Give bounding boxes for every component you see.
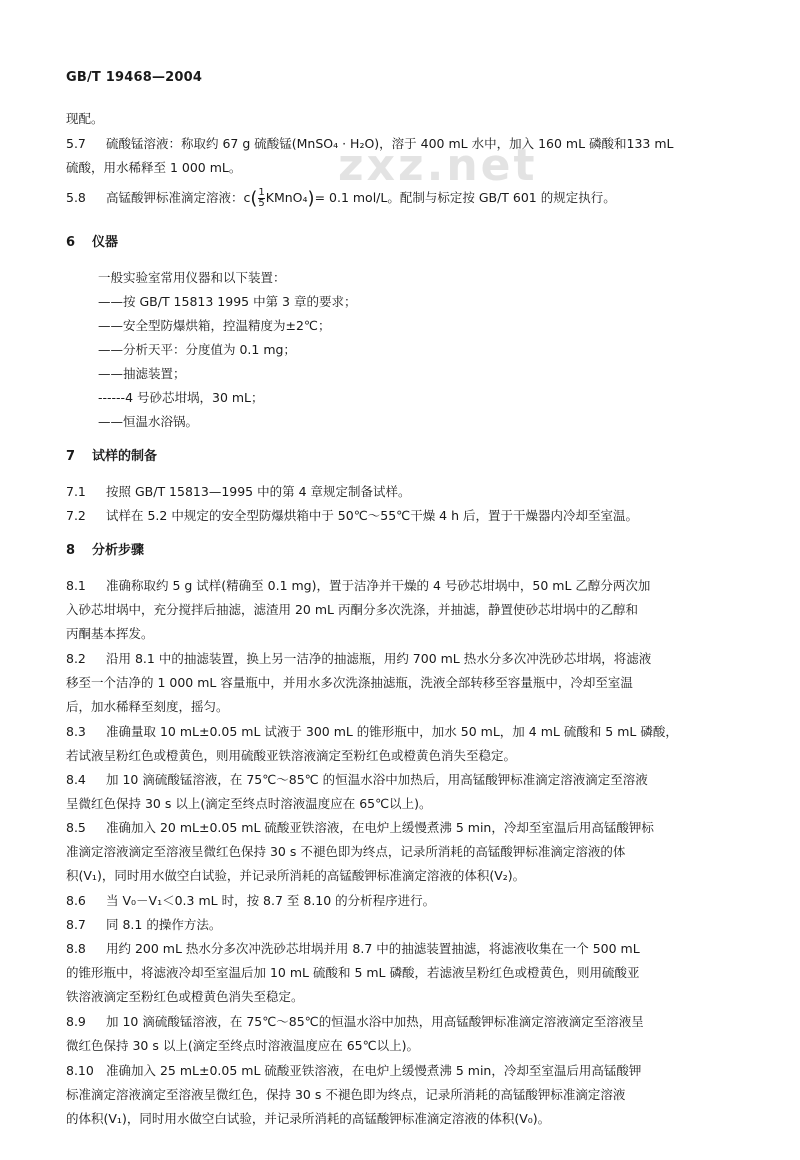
- clause-text-line: 微红色保持 30 s 以上(滴定至终点时溶液温度应在 65℃以上)。: [66, 1038, 420, 1053]
- clause-8-2: [66, 651, 651, 666]
- clause-number: 5.7: [66, 136, 86, 151]
- section-title: 仪器: [92, 235, 119, 250]
- clause-number: 8.5: [66, 820, 86, 835]
- clause-text: 试样在 5.2 中规定的安全型防爆烘箱中于 50℃～55℃干燥 4 h 后，置于干燥器内冷却至室温。: [106, 508, 638, 523]
- clause-number: 8.6: [66, 893, 86, 908]
- clause-5-7-cont: 硫酸，用水稀释至 1 000 mL。: [66, 160, 242, 175]
- section-number: 7: [66, 449, 76, 464]
- clause-text: 沿用 8.1 中的抽滤装置，换上另一洁净的抽滤瓶，用约 700 mL 热水分多次冲洗砂芯坩埚，将滤液: [106, 651, 652, 666]
- section-number: 8: [66, 543, 76, 558]
- section-7-heading: [66, 449, 157, 464]
- clause-text: 硫酸锰溶液：称取约 67 g 硫酸锰(MnSO₄ · H₂O)，溶于 400 mL 水中，加入 160 mL 磷酸和133 mL: [106, 136, 674, 151]
- clause-number: 7.1: [66, 484, 86, 499]
- fraction-numerator: 1: [258, 187, 265, 198]
- clause-text: 按照 GB/T 15813—1995 中的第 4 章规定制备试样。: [106, 484, 411, 499]
- clause-text-line: 的锥形瓶中，将滤液冷却至室温后加 10 mL 硫酸和 5 mL 磷酸，若滤液呈粉红色或橙黄色，则用硫酸亚: [66, 965, 640, 980]
- clause-8-10: [66, 1063, 641, 1078]
- clause-number: 8.1: [66, 578, 86, 593]
- clause-text: 同 8.1 的操作方法。: [106, 917, 222, 932]
- clause-8-5: [66, 820, 654, 835]
- clause-text: 加 10 滴硫酸锰溶液，在 75℃～85℃ 的恒温水浴中加热后，用高锰酸钾标准滴定溶液滴定至溶液: [106, 772, 648, 787]
- clause-7-2: [66, 508, 638, 523]
- clause-number: 8.4: [66, 772, 86, 787]
- clause-8-1: [66, 578, 650, 593]
- section-title: 分析步骤: [92, 543, 145, 558]
- continued-text: 现配。: [66, 111, 104, 126]
- clause-number: 8.10: [66, 1063, 94, 1078]
- list-item: ——恒温水浴锅。: [98, 414, 199, 429]
- section-6-heading: [66, 235, 118, 250]
- clause-text: 准确加入 25 mL±0.05 mL 硫酸亚铁溶液，在电炉上缓慢煮沸 5 min，冷却至室温后用高锰酸钾: [106, 1063, 642, 1078]
- section-6-intro: 一般实验室常用仪器和以下装置：: [98, 270, 286, 285]
- clause-text-line: 准滴定溶液滴定至溶液呈微红色保持 30 s 不褪色即为终点，记录所消耗的高锰酸钾标准滴定溶液的体: [66, 844, 626, 859]
- clause-number: 8.7: [66, 917, 86, 932]
- clause-8-8: [66, 941, 640, 956]
- clause-8-4: [66, 772, 648, 787]
- clause-number: 8.8: [66, 941, 86, 956]
- clause-5-7: [66, 136, 674, 151]
- clause-8-9: [66, 1014, 644, 1029]
- clause-text: 准确量取 10 mL±0.05 mL 试液于 300 mL 的锥形瓶中，加水 50 mL，加 4 mL 硫酸和 5 mL 磷酸，: [106, 724, 678, 739]
- clause-text-line: 标准滴定溶液滴定至溶液呈微红色，保持 30 s 不褪色即为终点，记录所消耗的高锰酸钾标准滴定溶液: [66, 1087, 626, 1102]
- clause-text-line: 若试液呈粉红色或橙黄色，则用硫酸亚铁溶液滴定至粉红色或橙黄色消失至稳定。: [66, 748, 517, 763]
- clause-text-post: = 0.1 mol/L。配制与标定按 GB/T 601 的规定执行。: [314, 190, 616, 205]
- list-item: ------4 号砂芯坩埚，30 mL；: [98, 390, 264, 405]
- clause-text-line: 铁溶液滴定至粉红色或橙黄色消失至稳定。: [66, 989, 304, 1004]
- clause-text-line: 的体积(V₁)，同时用水做空白试验，并记录所消耗的高锰酸钾标准滴定溶液的体积(V₀)。: [66, 1111, 551, 1126]
- clause-text-line: 丙酮基本挥发。: [66, 626, 154, 641]
- clause-text-line: 积(V₁)，同时用水做空白试验，并记录所消耗的高锰酸钾标准滴定溶液的体积(V₂)。: [66, 868, 526, 883]
- list-item: ——按 GB/T 15813 1995 中第 3 章的要求；: [98, 294, 357, 309]
- section-title: 试样的制备: [92, 449, 158, 464]
- clause-number: 8.9: [66, 1014, 86, 1029]
- clause-text: 当 V₀－V₁＜0.3 mL 时，按 8.7 至 8.10 的分析程序进行。: [106, 893, 436, 908]
- clause-5-8: [66, 188, 616, 209]
- standard-number: GB/T 19468—2004: [66, 70, 203, 85]
- clause-7-1: [66, 484, 411, 499]
- right-paren: ): [307, 188, 315, 209]
- list-item: ——抽滤装置；: [98, 366, 186, 381]
- clause-text: 用约 200 mL 热水分多次冲洗砂芯坩埚并用 8.7 中的抽滤装置抽滤，将滤液收集在一个 500 mL: [106, 941, 640, 956]
- clause-text-pre: 高锰酸钾标准滴定溶液：c: [106, 190, 251, 205]
- clause-text-line: 入砂芯坩埚中，充分搅拌后抽滤，滤渣用 20 mL 丙酮分多次洗涤，并抽滤，静置使砂芯坩埚中的乙醇和: [66, 602, 638, 617]
- clause-text-line: 呈微红色保持 30 s 以上(滴定至终点时溶液温度应在 65℃以上)。: [66, 796, 432, 811]
- clause-8-6: [66, 893, 435, 908]
- clause-number: 8.2: [66, 651, 86, 666]
- formula-kmno4: KMnO₄: [265, 190, 308, 205]
- watermark: zxz.net: [338, 140, 538, 191]
- clause-text-line: 移至一个洁净的 1 000 mL 容量瓶中，并用水多次洗涤抽滤瓶，洗液全部转移至容量瓶中，冷却至室温: [66, 675, 633, 690]
- fraction-denominator: 5: [258, 198, 265, 209]
- fraction: [258, 188, 264, 209]
- clause-8-7: [66, 917, 221, 932]
- section-number: 6: [66, 235, 76, 250]
- section-8-heading: [66, 543, 144, 558]
- list-item: ——分析天平：分度值为 0.1 mg；: [98, 342, 296, 357]
- list-item: ——安全型防爆烘箱，控温精度为±2℃；: [98, 318, 331, 333]
- clause-number: 8.3: [66, 724, 86, 739]
- clause-number: 7.2: [66, 508, 86, 523]
- clause-text: 准确称取约 5 g 试样(精确至 0.1 mg)，置于洁净并干燥的 4 号砂芯坩埚中，50 mL 乙醇分两次加: [106, 578, 651, 593]
- clause-text-line: 后，加水稀释至刻度，摇匀。: [66, 699, 229, 714]
- clause-text: 准确加入 20 mL±0.05 mL 硫酸亚铁溶液，在电炉上缓慢煮沸 5 min，冷却至室温后用高锰酸钾标: [106, 820, 654, 835]
- clause-number: 5.8: [66, 190, 86, 205]
- left-paren: (: [250, 188, 258, 209]
- clause-8-3: [66, 724, 678, 739]
- clause-text: 加 10 滴硫酸锰溶液，在 75℃～85℃的恒温水浴中加热，用高锰酸钾标准滴定溶液滴定至溶液呈: [106, 1014, 644, 1029]
